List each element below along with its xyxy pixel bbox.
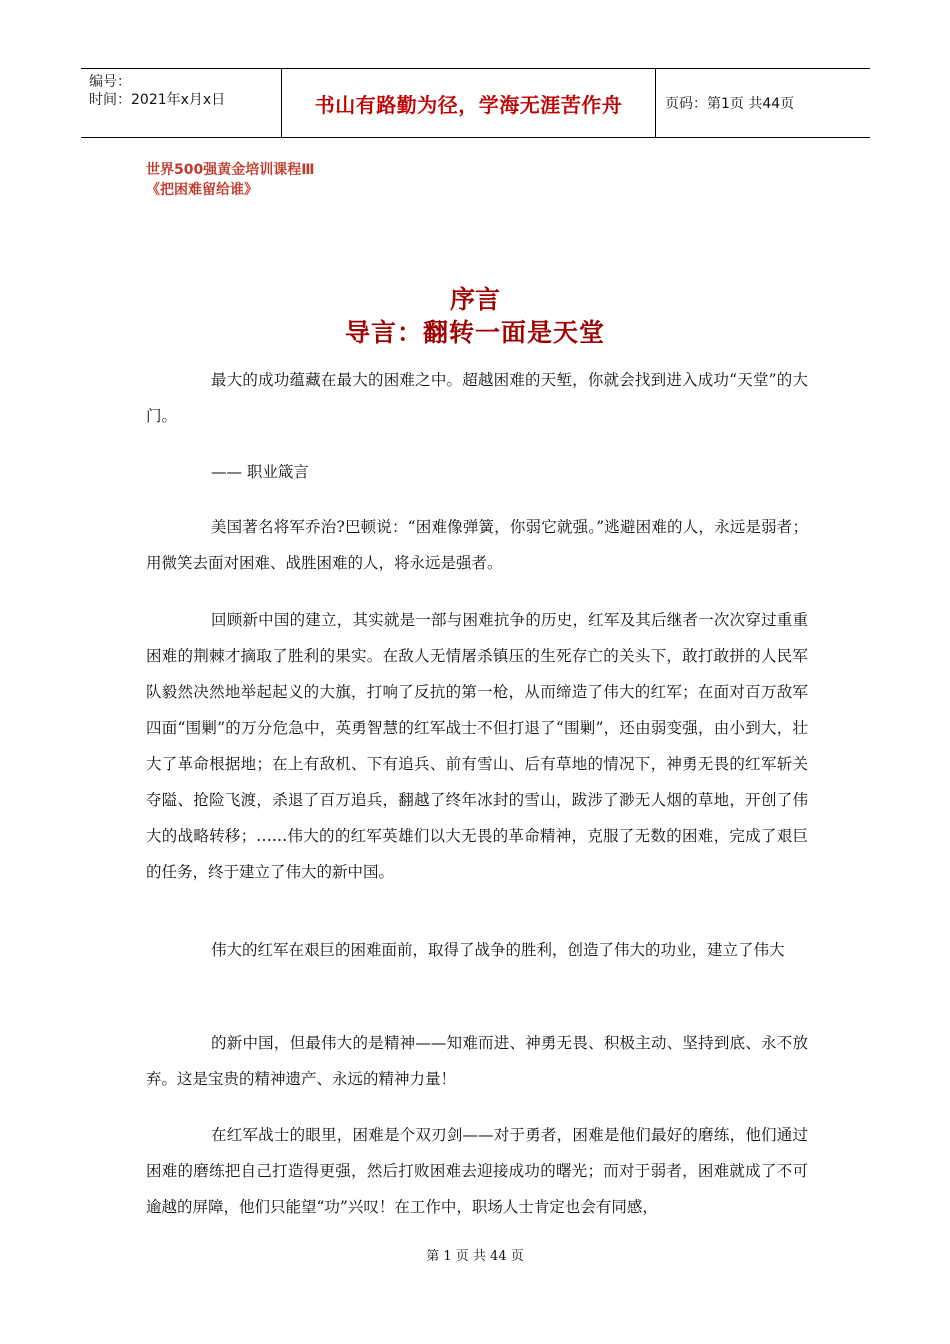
- course-line-1: 世界500强黄金培训课程Ⅲ: [146, 162, 315, 178]
- number-label: 编号：: [89, 74, 131, 90]
- page-footer: 第 1 页 共 44 页: [426, 1249, 524, 1264]
- page-code: 页码：第1页 共44页: [665, 96, 795, 112]
- paragraph-4: 伟大的红军在艰巨的困难面前，取得了战争的胜利，创造了伟大的功业，建立了伟大: [211, 941, 785, 959]
- paragraph-2: 美国著名将军乔治?巴顿说：“困难像弹簧，你弱它就强。”逃避困难的人，永远是弱者；用微笑去面对困难、战胜困难的人，将永远是强者。: [146, 518, 808, 572]
- paragraph-3: 回顾新中国的建立，其实就是一部与困难抗争的历史，红军及其后继者一次次穿过重重困难的荆棘才摘取了胜利的果实。在敌人无情屠杀镇压的生死存亡的关头下，敢打敢拼的人民军队毅然决然地举起起义的大旗，打响了反抗的第一枪，从而缔造了伟大的红军；在面对百万敌军四面“围剿”的万分危急中，英勇智慧的红军战士不但打退了“围剿”，还由弱变强，由小到大，壮大了革命根据地；在上有敌机、下有追兵、前有雪山、后有草地的情况下，神勇无畏的红军斩关夺隘、抢险飞渡，杀退了百万追兵，翻越了终年冰封的雪山，跋涉了渺无人烟的草地，开创了伟大的战略转移；……伟大的的红军英雄们以大无畏的革命精神，克服了无数的困难，完成了艰巨的任务，终于建立了伟大的新中国。: [146, 611, 808, 881]
- paragraph-5: 的新中国，但最伟大的是精神——知难而进、神勇无畏、积极主动、坚持到底、永不放弃。这是宝贵的精神遗产、永远的精神力量！: [146, 1034, 808, 1088]
- header-left-cell: [81, 69, 281, 137]
- quote-signature: —— 职业箴言: [211, 463, 309, 481]
- header-right-cell: [655, 69, 870, 137]
- document-header: [81, 68, 870, 138]
- motto: 书山有路勤为径，学海无涯苦作舟: [314, 92, 623, 117]
- preface-title: 序言: [449, 285, 500, 314]
- course-line-2: 《把困难留给谁》: [146, 182, 258, 198]
- paragraph-1: 最大的成功蕴藏在最大的困难之中。超越困难的天堑，你就会找到进入成功“天堂”的大门。: [146, 371, 808, 425]
- header-middle-cell: [281, 69, 656, 137]
- intro-title: 导言：翻转一面是天堂: [344, 318, 605, 347]
- time-label: 时间：2021年x月x日: [89, 92, 226, 108]
- page-titles: [0, 285, 950, 351]
- paragraph-6: 在红军战士的眼里，困难是个双刃剑——对于勇者，困难是他们最好的磨练，他们通过困难的磨练把自己打造得更强，然后打败困难去迎接成功的曙光；而对于弱者，困难就成了不可逾越的屏障，他们只能望“功”兴叹！在工作中，职场人士肯定也会有同感，: [146, 1126, 808, 1216]
- course-title: [146, 160, 314, 200]
